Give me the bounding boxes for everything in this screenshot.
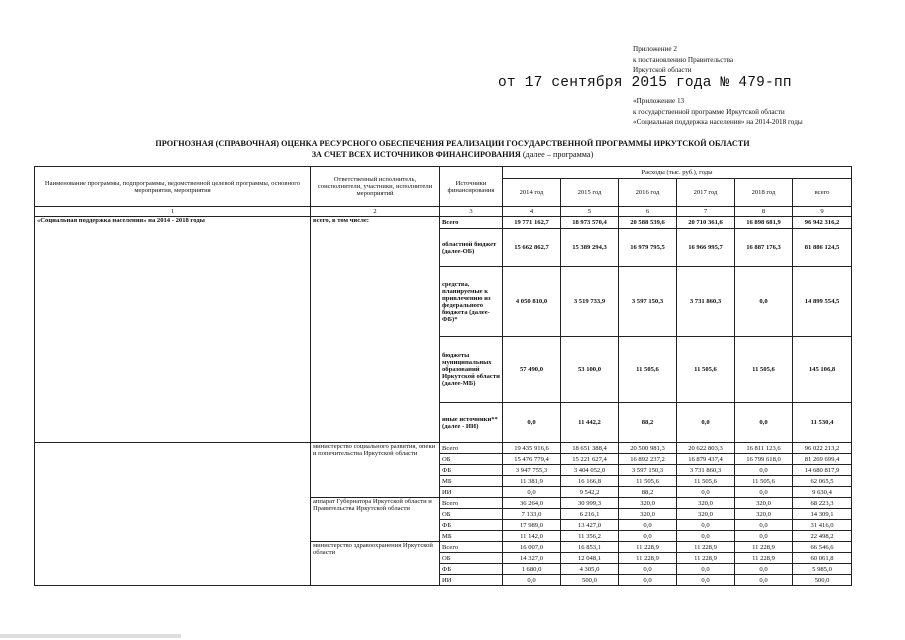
scan-edge [0, 634, 905, 638]
value-cell: 18 651 388,4 [561, 443, 619, 454]
value-cell: 0,0 [677, 403, 735, 443]
value-cell: 11 530,4 [793, 403, 852, 443]
value-cell: 500,0 [793, 575, 852, 586]
value-cell: 12 048,1 [561, 553, 619, 564]
value-cell: 9 630,4 [793, 487, 852, 498]
value-cell: 60 061,8 [793, 553, 852, 564]
source-cell: Всего [440, 443, 503, 454]
value-cell: 20 588 539,6 [619, 217, 677, 229]
value-cell: 88,2 [619, 487, 677, 498]
value-cell: 88,2 [619, 403, 677, 443]
value-cell: 11 228,9 [677, 542, 735, 553]
value-cell: 16 811 123,6 [735, 443, 793, 454]
value-cell: 0,0 [735, 465, 793, 476]
value-cell: 19 771 162,7 [503, 217, 561, 229]
value-cell: 3 597 150,3 [619, 267, 677, 337]
value-cell: 14 309,1 [793, 509, 852, 520]
document-title: ПРОГНОЗНАЯ (СПРАВОЧНАЯ) ОЦЕНКА РЕСУРСНОГО ОБЕСПЕЧЕНИЯ РЕАЛИЗАЦИИ ГОСУДАРСТВЕННОЙ ПРОГРАММЫ ИРКУТСКОЙ ОБЛАСТИ [155, 139, 750, 148]
decree-date-stamp: от 17 сентября 2015 года № 479-пп [498, 75, 792, 91]
value-cell: 66 546,6 [793, 542, 852, 553]
source-cell: ОБ [440, 509, 503, 520]
document-subtitle [0, 149, 905, 160]
table-row [35, 217, 852, 229]
value-cell: 11 505,6 [677, 337, 735, 403]
value-cell: 11 505,6 [677, 476, 735, 487]
value-cell: 14 680 817,9 [793, 465, 852, 476]
source-cell: ОБ [440, 553, 503, 564]
source-cell: областной бюджет (далее-ОБ) [440, 229, 503, 267]
value-cell: 11 228,9 [735, 542, 793, 553]
value-cell: 320,0 [735, 498, 793, 509]
column-number: 3 [440, 207, 503, 217]
value-cell: 11 228,9 [619, 542, 677, 553]
value-cell: 11 228,9 [735, 553, 793, 564]
value-cell: 15 221 627,4 [561, 454, 619, 465]
value-cell: 11 505,6 [619, 476, 677, 487]
program-name: «Социальная поддержка населения» на 2014 - 2018 годы [35, 217, 311, 443]
appendix-13-line: к государственной программе Иркутской области [633, 107, 785, 116]
value-cell: 19 435 916,6 [503, 443, 561, 454]
source-cell: МБ [440, 476, 503, 487]
value-cell: 16 898 681,9 [735, 217, 793, 229]
value-cell: 0,0 [677, 520, 735, 531]
appendix-13-note [633, 96, 803, 128]
value-cell: 0,0 [677, 564, 735, 575]
value-cell: 16 166,8 [561, 476, 619, 487]
table-body [35, 167, 852, 586]
subtitle-bold: ЗА СЧЕТ ВСЕХ ИСТОЧНИКОВ ФИНАНСИРОВАНИЯ [311, 150, 521, 159]
value-cell: 11 228,9 [677, 553, 735, 564]
value-cell: 9 542,2 [561, 487, 619, 498]
value-cell: 0,0 [503, 575, 561, 586]
value-cell: 3 404 052,0 [561, 465, 619, 476]
header-year: 2017 год [677, 179, 735, 207]
column-number: 6 [619, 207, 677, 217]
value-cell: 11 505,6 [619, 337, 677, 403]
resource-table [34, 166, 852, 586]
appendix-2-line: Приложение 2 [633, 45, 677, 53]
source-cell: ФБ [440, 564, 503, 575]
value-cell: 16 966 995,7 [677, 229, 735, 267]
value-cell: 20 500 981,3 [619, 443, 677, 454]
value-cell: 81 886 124,5 [793, 229, 852, 267]
header-year: 2015 год [561, 179, 619, 207]
value-cell: 11 356,2 [561, 531, 619, 542]
value-cell: 0,0 [735, 575, 793, 586]
value-cell: 320,0 [619, 498, 677, 509]
value-cell: 31 416,0 [793, 520, 852, 531]
value-cell: 15 662 862,7 [503, 229, 561, 267]
value-cell: 7 133,0 [503, 509, 561, 520]
value-cell: 81 269 699,4 [793, 454, 852, 465]
value-cell: 20 622 803,3 [677, 443, 735, 454]
value-cell: 0,0 [677, 487, 735, 498]
value-cell: 500,0 [561, 575, 619, 586]
value-cell: 4 050 810,0 [503, 267, 561, 337]
value-cell: 16 853,1 [561, 542, 619, 553]
header-year: 2016 год [619, 179, 677, 207]
value-cell: 14 899 554,5 [793, 267, 852, 337]
value-cell: 20 710 361,6 [677, 217, 735, 229]
value-cell: 11 505,6 [735, 337, 793, 403]
blank-name-cell [35, 443, 311, 586]
value-cell: 16 879 437,4 [677, 454, 735, 465]
executor-cell: аппарат Губернатора Иркутской области и Правительства Иркутской области [311, 498, 440, 542]
table-row [35, 443, 852, 454]
value-cell: 320,0 [619, 509, 677, 520]
value-cell: 96 942 316,2 [793, 217, 852, 229]
program-executor: всего, в том числе: [311, 217, 440, 443]
value-cell: 0,0 [735, 403, 793, 443]
source-cell: Всего [440, 498, 503, 509]
value-cell: 57 490,0 [503, 337, 561, 403]
value-cell: 145 106,8 [793, 337, 852, 403]
source-cell: средства, планируемые к привлечению из федерального бюджета (далее-ФБ)* [440, 267, 503, 337]
header-expenses: Расходы (тыс. руб.), годы [503, 167, 852, 179]
value-cell: 3 731 860,3 [677, 465, 735, 476]
column-number: 1 [35, 207, 311, 217]
column-number: 8 [735, 207, 793, 217]
value-cell: 3 947 755,3 [503, 465, 561, 476]
value-cell: 0,0 [735, 267, 793, 337]
value-cell: 30 999,3 [561, 498, 619, 509]
executor-cell: министерство здравоохранения Иркутской области [311, 542, 440, 586]
value-cell: 16 799 618,0 [735, 454, 793, 465]
column-number: 2 [311, 207, 440, 217]
value-cell: 68 223,3 [793, 498, 852, 509]
value-cell: 11 228,9 [619, 553, 677, 564]
value-cell: 16 007,0 [503, 542, 561, 553]
value-cell: 53 100,0 [561, 337, 619, 403]
value-cell: 17 989,0 [503, 520, 561, 531]
value-cell: 11 505,6 [735, 476, 793, 487]
appendix-2-line: к постановлению Правительства [633, 55, 734, 64]
value-cell: 0,0 [619, 575, 677, 586]
header-year: всего [793, 179, 852, 207]
value-cell: 5 985,0 [793, 564, 852, 575]
value-cell: 14 327,0 [503, 553, 561, 564]
source-cell: ИИ [440, 487, 503, 498]
value-cell: 0,0 [735, 520, 793, 531]
value-cell: 3 597 150,3 [619, 465, 677, 476]
column-number: 7 [677, 207, 735, 217]
value-cell: 16 979 795,5 [619, 229, 677, 267]
value-cell: 0,0 [619, 531, 677, 542]
value-cell: 15 476 779,4 [503, 454, 561, 465]
value-cell: 1 680,0 [503, 564, 561, 575]
value-cell: 22 498,2 [793, 531, 852, 542]
subtitle-normal: (далее – программа) [520, 150, 594, 159]
source-cell: ОБ [440, 454, 503, 465]
column-number: 4 [503, 207, 561, 217]
header-year: 2018 год [735, 179, 793, 207]
value-cell: 0,0 [619, 520, 677, 531]
value-cell: 0,0 [677, 575, 735, 586]
source-cell: бюджеты муниципальных образований Иркутской области (далее-МБ) [440, 337, 503, 403]
source-cell: иные источники** (далее - ИИ) [440, 403, 503, 443]
value-cell: 0,0 [735, 487, 793, 498]
column-number-row [35, 207, 852, 217]
appendix-13-line: «Социальная поддержка населения» на 2014-2018 годы [633, 118, 803, 126]
value-cell: 320,0 [677, 509, 735, 520]
value-cell: 11 142,0 [503, 531, 561, 542]
source-cell: ФБ [440, 465, 503, 476]
source-cell: Всего [440, 217, 503, 229]
value-cell: 62 065,5 [793, 476, 852, 487]
value-cell: 0,0 [735, 564, 793, 575]
value-cell: 11 381,9 [503, 476, 561, 487]
value-cell: 0,0 [619, 564, 677, 575]
value-cell: 18 973 570,4 [561, 217, 619, 229]
appendix-2-line: Иркутской области [633, 66, 692, 74]
header-row [35, 167, 852, 179]
header-source: Источники финансирования [440, 167, 503, 207]
value-cell: 3 731 860,3 [677, 267, 735, 337]
value-cell: 3 519 733,9 [561, 267, 619, 337]
executor-cell: министерство социального развития, опеки и попечительства Иркутской области [311, 443, 440, 498]
source-cell: МБ [440, 531, 503, 542]
source-cell: ИИ [440, 575, 503, 586]
value-cell: 13 427,0 [561, 520, 619, 531]
value-cell: 0,0 [503, 403, 561, 443]
value-cell: 0,0 [677, 531, 735, 542]
value-cell: 16 892 237,2 [619, 454, 677, 465]
appendix-13-line: «Приложение 13 [633, 97, 685, 105]
source-cell: ФБ [440, 520, 503, 531]
value-cell: 11 442,2 [561, 403, 619, 443]
value-cell: 96 022 213,2 [793, 443, 852, 454]
column-number: 5 [561, 207, 619, 217]
value-cell: 6 216,1 [561, 509, 619, 520]
value-cell: 16 887 176,3 [735, 229, 793, 267]
appendix-2-note [633, 44, 733, 76]
value-cell: 15 389 294,3 [561, 229, 619, 267]
value-cell: 0,0 [735, 531, 793, 542]
value-cell: 36 264,0 [503, 498, 561, 509]
header-name: Наименование программы, подпрограммы, ведомственной целевой программы, основного мероприятия, мероприятия [35, 167, 311, 207]
value-cell: 320,0 [677, 498, 735, 509]
value-cell: 0,0 [503, 487, 561, 498]
source-cell: Всего [440, 542, 503, 553]
value-cell: 4 305,0 [561, 564, 619, 575]
column-number: 9 [793, 207, 852, 217]
header-year: 2014 год [503, 179, 561, 207]
value-cell: 320,0 [735, 509, 793, 520]
header-executor: Ответственный исполнитель, соисполнители, участники, исполнители мероприятий [311, 167, 440, 207]
